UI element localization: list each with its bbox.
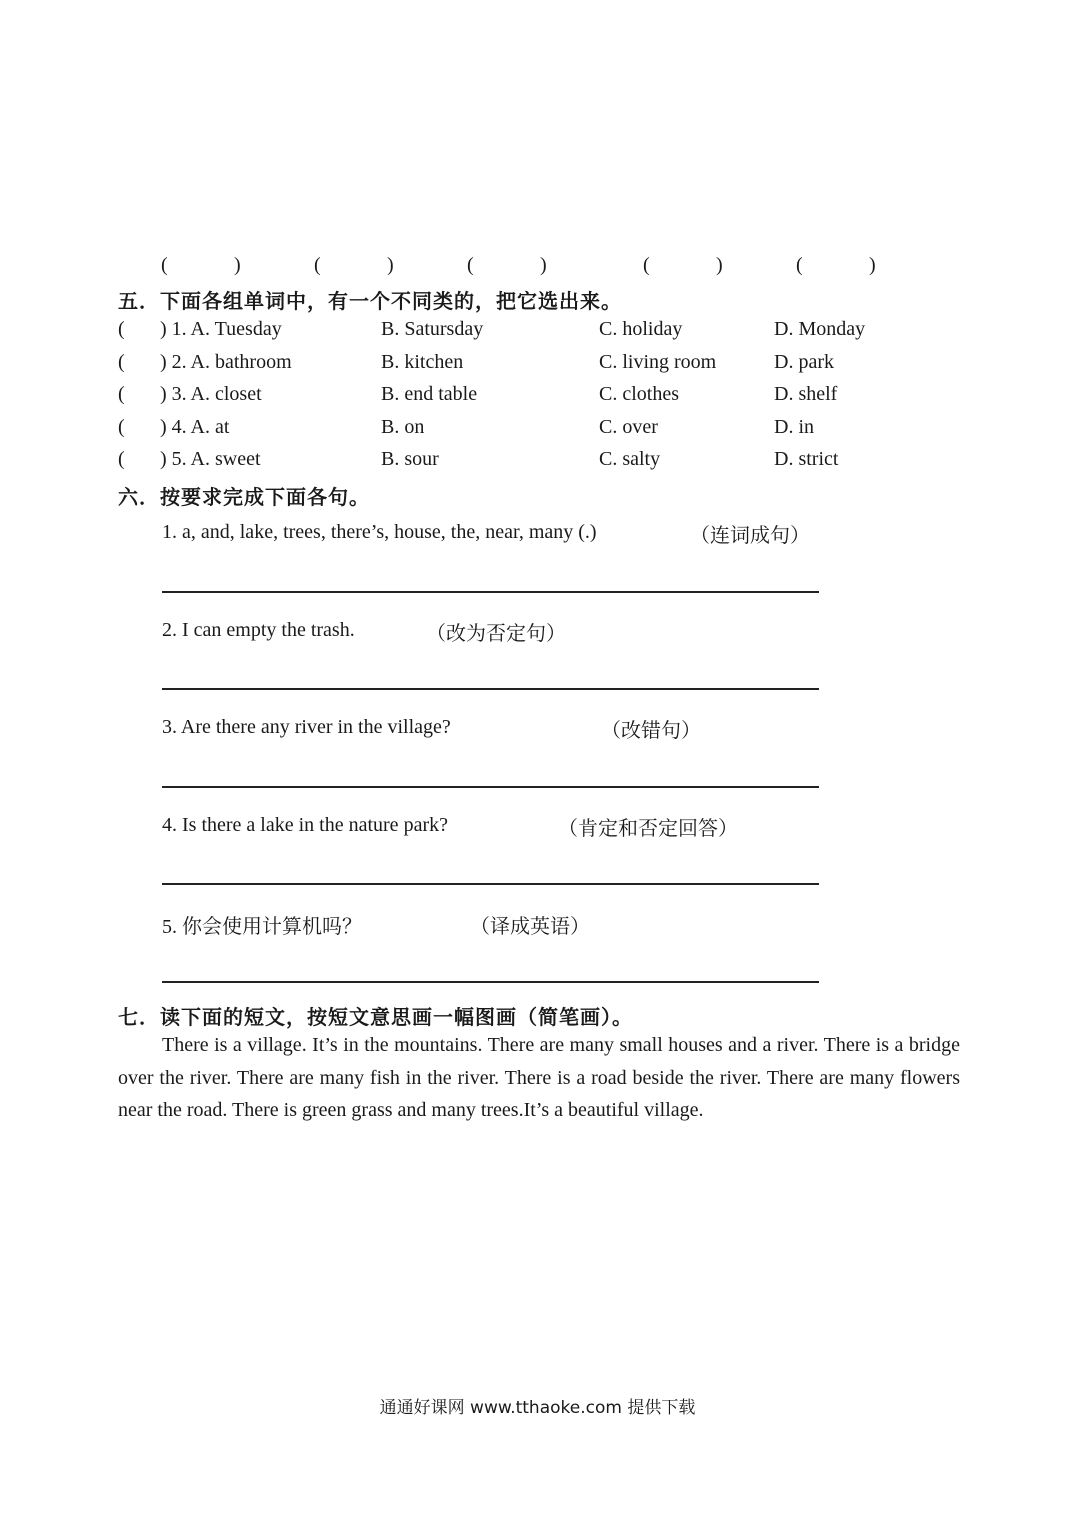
footer-credit: 通通好课网 www.tthaoke.com 提供下载 — [379, 1398, 696, 1418]
answer-blank: ( — [118, 448, 125, 470]
option-b: B. end table — [381, 383, 478, 405]
answer-open-bracket-4: ( — [643, 254, 650, 276]
section-7-heading: 七．读下面的短文，按短文意思画一幅图画（简笔画）。 — [118, 1005, 633, 1029]
option-c: C. holiday — [599, 318, 683, 340]
option-b: B. on — [381, 416, 425, 438]
answer-close-bracket-4: ) — [716, 254, 723, 276]
section-6-heading: 六．按要求完成下面各句。 — [118, 485, 370, 509]
section-5-heading: 五．下面各组单词中，有一个不同类的，把它选出来。 — [118, 289, 622, 313]
answer-blank: ( — [118, 416, 125, 438]
option-c: C. salty — [599, 448, 661, 470]
answer-blank: ( — [118, 351, 125, 373]
option-c: C. over — [599, 416, 658, 438]
option-c: C. clothes — [599, 383, 679, 405]
question-text: 1. a, and, lake, trees, there’s, house, the, near, many (.) — [162, 521, 597, 543]
question-instruction: （肯定和否定回答） — [558, 816, 738, 840]
reading-passage: There is a village. It’s in the mountains. There are many small houses and a river. There is a bridge over the river. There are many fish in the river. There is a road beside the river. There are many flowers near the road. There is green grass and many trees.It’s a beautiful village. — [118, 1034, 960, 1121]
answer-close-bracket-1: ) — [234, 254, 241, 276]
answer-line[interactable] — [162, 786, 819, 788]
answer-open-bracket-2: ( — [314, 254, 321, 276]
answer-line[interactable] — [162, 591, 819, 593]
question-option-a: ) 4. A. at — [160, 416, 230, 438]
option-d: D. strict — [774, 448, 839, 470]
answer-close-bracket-3: ) — [540, 254, 547, 276]
question-instruction: （连词成句） — [690, 523, 810, 547]
answer-open-bracket-1: ( — [161, 254, 168, 276]
question-instruction: （改错句） — [601, 718, 701, 742]
answer-open-bracket-5: ( — [796, 254, 803, 276]
answer-open-bracket-3: ( — [467, 254, 474, 276]
option-d: D. park — [774, 351, 834, 373]
option-d: D. shelf — [774, 383, 838, 405]
option-d: D. Monday — [774, 318, 866, 340]
option-c: C. living room — [599, 351, 717, 373]
answer-line[interactable] — [162, 981, 819, 983]
question-option-a: ) 1. A. Tuesday — [160, 318, 282, 340]
option-b: B. sour — [381, 448, 439, 470]
option-d: D. in — [774, 416, 814, 438]
answer-line[interactable] — [162, 883, 819, 885]
question-text: 2. I can empty the trash. — [162, 619, 355, 641]
question-text: 3. Are there any river in the village? — [162, 716, 451, 738]
answer-line[interactable] — [162, 688, 819, 690]
option-b: B. kitchen — [381, 351, 464, 373]
question-instruction: （改为否定句） — [426, 621, 566, 645]
question-option-a: ) 2. A. bathroom — [160, 351, 292, 373]
question-text: 4. Is there a lake in the nature park? — [162, 814, 448, 836]
answer-blank: ( — [118, 318, 125, 340]
question-text: 5. 你会使用计算机吗？ — [162, 916, 362, 938]
question-option-a: ) 3. A. closet — [160, 383, 262, 405]
answer-close-bracket-5: ) — [869, 254, 876, 276]
answer-close-bracket-2: ) — [387, 254, 394, 276]
question-instruction: （译成英语） — [470, 914, 590, 938]
question-option-a: ) 5. A. sweet — [160, 448, 261, 470]
answer-blank: ( — [118, 383, 125, 405]
option-b: B. Satursday — [381, 318, 484, 340]
